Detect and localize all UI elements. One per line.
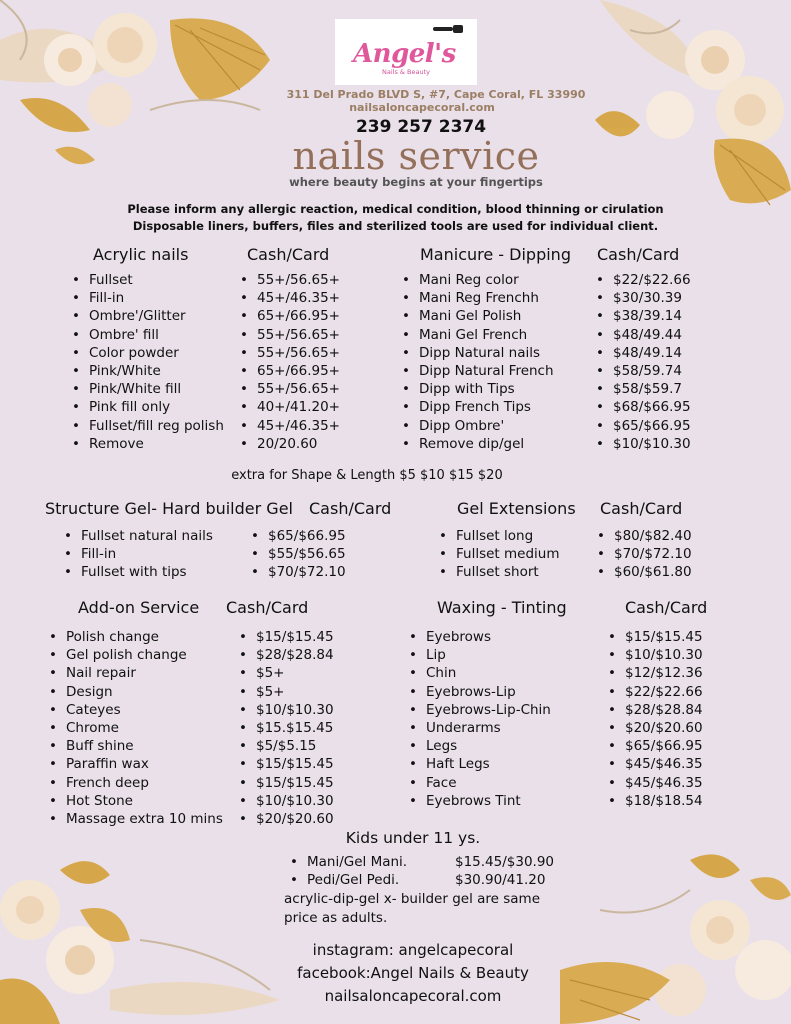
service-item: • Dipp Natural nails: [402, 344, 554, 362]
kids-price-mani: [438, 853, 554, 871]
service-price: • $70/$72.10: [597, 545, 692, 563]
service-item: • Pink/White fill: [72, 380, 224, 398]
service-price: • $58/59.74: [596, 362, 691, 380]
logo-subtext: Nails & Beauty: [381, 68, 430, 76]
service-item: • Massage extra 10 mins: [49, 810, 223, 828]
kids-price-pedi: [438, 871, 554, 889]
service-price: • $22/$22.66: [608, 683, 703, 701]
service-price: • $55/$56.65: [251, 545, 346, 563]
service-item: • Design: [49, 683, 223, 701]
service-price: • 40+/41.20+: [240, 398, 340, 416]
service-item: • Fill-in: [72, 289, 224, 307]
service-price: • 55+/56.65+: [240, 380, 340, 398]
floral-top-right-decoration: [540, 0, 791, 230]
service-price: • $12/$12.36: [608, 664, 703, 682]
service-item: • Fill-in: [64, 545, 213, 563]
service-price: • $65/$66.95: [608, 737, 703, 755]
service-item: • Fullset medium: [439, 545, 560, 563]
service-price: • $10/$10.30: [596, 435, 691, 453]
manicure-heading: Manicure - Dipping: [420, 245, 571, 264]
service-price: • $45/$46.35: [608, 755, 703, 773]
service-price: • $30/30.39: [596, 289, 691, 307]
service-price: • $10/$10.30: [608, 646, 703, 664]
kids-item-price: $30.90/41.20: [455, 872, 546, 889]
service-item: • Hot Stone: [49, 792, 223, 810]
waxing-prices-list: [608, 628, 703, 810]
facebook-page[interactable]: facebook:Angel Nails & Beauty: [297, 964, 529, 982]
service-item: • French deep: [49, 774, 223, 792]
structure-gel-heading: Structure Gel- Hard builder Gel: [45, 499, 293, 518]
service-item: • Fullset with tips: [64, 563, 213, 581]
service-price: • $5/$5.15: [239, 737, 334, 755]
service-price: • $15.$15.45: [239, 719, 334, 737]
service-price: • $65/$66.95: [596, 417, 691, 435]
website-bottom[interactable]: nailsaloncapecoral.com: [324, 987, 502, 1005]
service-price: • $10/$10.30: [239, 701, 334, 719]
service-price: • $65/$66.95: [251, 527, 346, 545]
service-price: • $18/$18.54: [608, 792, 703, 810]
logo-text: Angel's: [353, 39, 456, 69]
acrylic-prices-list: [240, 271, 340, 453]
tagline: where beauty begins at your fingertips: [289, 175, 543, 189]
service-price: • 65+/66.95+: [240, 307, 340, 325]
service-price: • $38/39.14: [596, 307, 691, 325]
service-item: • Remove dip/gel: [402, 435, 554, 453]
service-price: • $15/$15.45: [239, 774, 334, 792]
phone-number[interactable]: 239 257 2374: [355, 117, 487, 137]
service-price: • 55+/56.65+: [240, 271, 340, 289]
manicure-prices-list: [596, 271, 691, 453]
acrylic-heading: Acrylic nails: [93, 245, 189, 264]
extra-shape-length-note: extra for Shape & Length $5 $10 $15 $20: [231, 468, 503, 483]
structure-gel-price-heading: Cash/Card: [309, 499, 392, 518]
service-item: • Dipp Natural French: [402, 362, 554, 380]
service-item: • Mani Gel Polish: [402, 307, 554, 325]
service-item: • Chin: [409, 664, 551, 682]
service-price: • $15/$15.45: [239, 755, 334, 773]
kids-items-list: [290, 853, 407, 889]
service-price: • $60/$61.80: [597, 563, 692, 581]
service-price: • 45+/46.35+: [240, 417, 340, 435]
gel-extensions-items-list: [439, 527, 560, 582]
notice-line-1: Please inform any allergic reaction, medical condition, blood thinning or cirulation: [127, 202, 664, 216]
service-price: • $15/$15.45: [608, 628, 703, 646]
page-title: nails service: [292, 134, 540, 178]
service-price: • $80/$82.40: [597, 527, 692, 545]
service-price: • 55+/56.65+: [240, 326, 340, 344]
service-item: • Cateyes: [49, 701, 223, 719]
structure-gel-items-list: [64, 527, 213, 582]
service-item: • Legs: [409, 737, 551, 755]
service-price: • $10/$10.30: [239, 792, 334, 810]
service-item: • Ombre'/Glitter: [72, 307, 224, 325]
service-item: • Color powder: [72, 344, 224, 362]
service-item: • Dipp Ombre': [402, 417, 554, 435]
service-item: • Dipp French Tips: [402, 398, 554, 416]
service-item: • Pink fill only: [72, 398, 224, 416]
kids-item-price: $15.45/$30.90: [455, 854, 555, 870]
service-item: • Lip: [409, 646, 551, 664]
kids-prices-list: [438, 853, 554, 889]
service-price: • $48/49.44: [596, 326, 691, 344]
service-item: • Eyebrows-Lip: [409, 683, 551, 701]
service-item: • Fullset short: [439, 563, 560, 581]
service-item: • Mani Reg Frenchh: [402, 289, 554, 307]
gel-extensions-prices-list: [597, 527, 692, 582]
addon-items-list: [49, 628, 223, 828]
service-item: • Pink/White: [72, 362, 224, 380]
service-price: • $58/$59.7: [596, 380, 691, 398]
waxing-items-list: [409, 628, 551, 810]
service-item: • Remove: [72, 435, 224, 453]
acrylic-items-list: [72, 271, 224, 453]
website-top[interactable]: nailsaloncapecoral.com: [349, 101, 495, 114]
service-item: • Mani Reg color: [402, 271, 554, 289]
service-item: • Dipp with Tips: [402, 380, 554, 398]
service-price: • $68/$66.95: [596, 398, 691, 416]
service-price: • $28/$28.84: [239, 646, 334, 664]
addon-price-heading: Cash/Card: [226, 598, 309, 617]
acrylic-price-heading: Cash/Card: [247, 245, 330, 264]
service-item: • Mani Gel French: [402, 326, 554, 344]
service-price: • $5+: [239, 683, 334, 701]
kids-heading: Kids under 11 ys.: [345, 829, 481, 847]
kids-item-label: Pedi/Gel Pedi.: [307, 872, 400, 889]
service-item: • Polish change: [49, 628, 223, 646]
service-price: • 20/20.60: [240, 435, 340, 453]
addon-heading: Add-on Service: [78, 598, 200, 617]
service-item: • Ombre' fill: [72, 326, 224, 344]
service-item: • Underarms: [409, 719, 551, 737]
salon-logo: [335, 19, 477, 85]
service-item: • Fullset natural nails: [64, 527, 213, 545]
structure-gel-prices-list: [251, 527, 346, 582]
notice-line-2: Disposable liners, buffers, files and sterilized tools are used for individual client.: [132, 219, 659, 233]
service-price: • $20/$20.60: [608, 719, 703, 737]
waxing-price-heading: Cash/Card: [625, 598, 708, 617]
service-item: • Haft Legs: [409, 755, 551, 773]
service-price: • $70/$72.10: [251, 563, 346, 581]
gel-extensions-price-heading: Cash/Card: [600, 499, 683, 518]
service-price: • 45+/46.35+: [240, 289, 340, 307]
service-price: • 65+/66.95+: [240, 362, 340, 380]
kids-item-pedi: [290, 871, 407, 889]
service-item: • Chrome: [49, 719, 223, 737]
service-item: • Buff shine: [49, 737, 223, 755]
service-price: • $20/$20.60: [239, 810, 334, 828]
addon-prices-list: [239, 628, 334, 828]
manicure-items-list: [402, 271, 554, 453]
manicure-price-heading: Cash/Card: [597, 245, 680, 264]
kids-note: acrylic-dip-gel x- builder gel are same price as adults.: [284, 891, 541, 926]
service-price: • $22/$22.66: [596, 271, 691, 289]
service-price: • $5+: [239, 664, 334, 682]
instagram-handle[interactable]: instagram: angelcapecoral: [312, 941, 514, 959]
service-item: • Eyebrows Tint: [409, 792, 551, 810]
service-item: • Fullset long: [439, 527, 560, 545]
gel-extensions-heading: Gel Extensions: [457, 499, 576, 518]
service-item: • Face: [409, 774, 551, 792]
service-item: • Nail repair: [49, 664, 223, 682]
service-price: • $15/$15.45: [239, 628, 334, 646]
service-price: • $48/49.14: [596, 344, 691, 362]
service-item: • Eyebrows-Lip-Chin: [409, 701, 551, 719]
service-item: • Paraffin wax: [49, 755, 223, 773]
service-price: • 55+/56.65+: [240, 344, 340, 362]
kids-item-mani: [290, 853, 407, 871]
service-price: • $28/$28.84: [608, 701, 703, 719]
service-item: • Gel polish change: [49, 646, 223, 664]
service-item: • Fullset/fill reg polish: [72, 417, 224, 435]
address: 311 Del Prado BLVD S, #7, Cape Coral, FL 33990: [286, 88, 586, 101]
kids-item-label: Mani/Gel Mani.: [307, 854, 408, 870]
nail-polish-brush-icon: [433, 23, 463, 35]
service-item: • Eyebrows: [409, 628, 551, 646]
waxing-heading: Waxing - Tinting: [437, 598, 567, 617]
service-item: • Fullset: [72, 271, 224, 289]
service-price: • $45/$46.35: [608, 774, 703, 792]
